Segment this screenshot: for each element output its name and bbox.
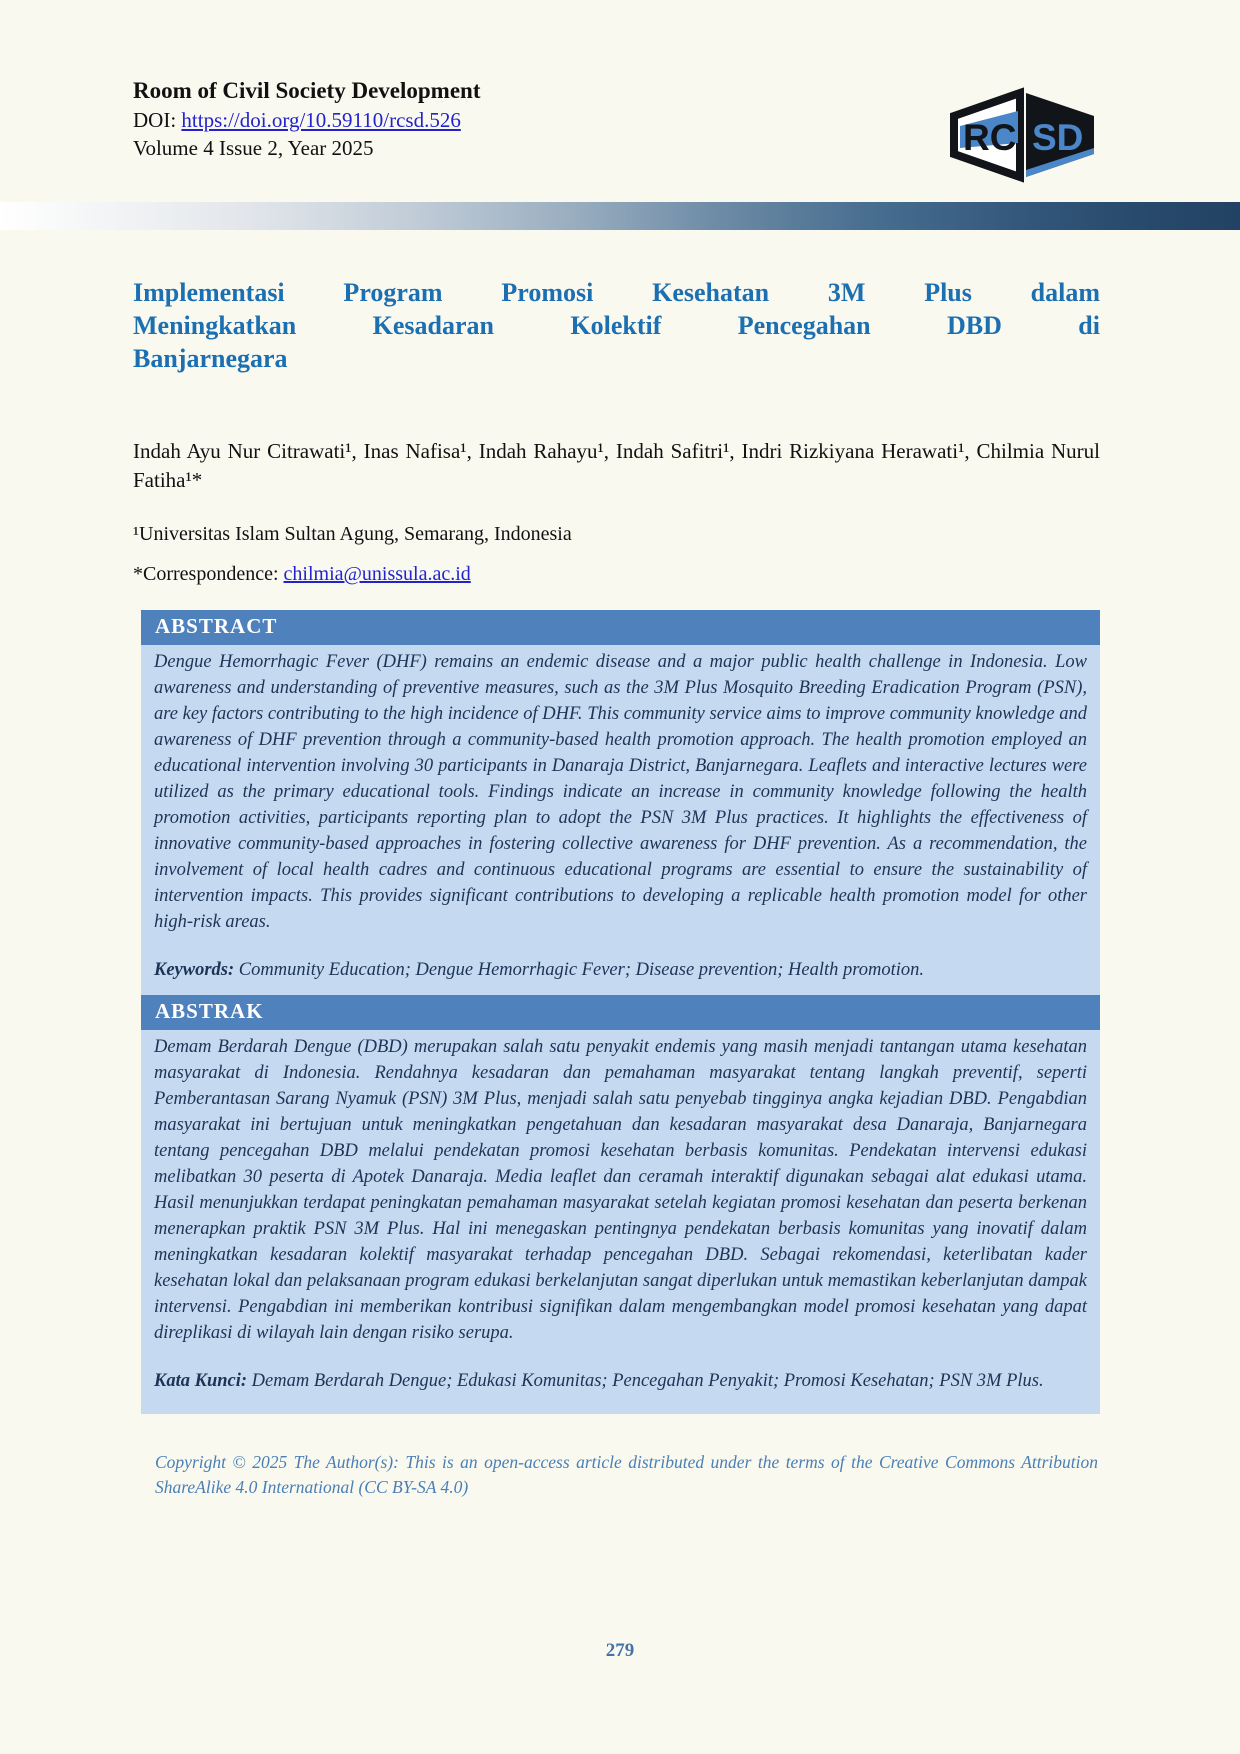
abstract-en-text: Dengue Hemorrhagic Fever (DHF) remains an endemic disease and a major public health challenge in Indonesia. Low awareness and understanding of preventive measures, such as the 3M Plus Mosquito Breeding Eradication Program (PSN), are key factors contributing to the high incidence of DHF. This community service aims to improve community knowledge and awareness of DHF prevention through a community-based health promotion approach. The health promotion employed an educational intervention involving 30 participants in Danaraja District, Banjarnegara. Leaflets and interactive lectures were utilized as the primary educational tools. Findings indicate an increase in community knowledge following the health promotion activities, participants reporting plan to adopt the PSN 3M Plus practices. It highlights the effectiveness of innovative community-based approaches in fostering collective awareness for DHF prevention. As a recommendation, the involvement of local health cadres and continuous educational programs are essential to ensure the sustainability of intervention impacts. This provides significant contributions to developing a replicable health promotion model for other high-risk areas. [154,652,1087,932]
keywords-line [154,957,1087,983]
keywords-text: Community Education; Dengue Hemorrhagic Fever; Disease prevention; Health promotion. [234,960,925,980]
abstract-box [141,610,1100,1414]
affiliation: ¹Universitas Islam Sultan Agung, Semarang, Indonesia [133,523,572,545]
rcsd-logo-icon [948,86,1100,184]
copyright-notice: Copyright © 2025 The Author(s): This is an open-access article distributed under the terms of the Creative Commons Attribution ShareAlike 4.0 International (CC BY-SA 4.0) [155,1452,1098,1497]
doi-line [133,106,481,134]
author-list: Indah Ayu Nur Citrawati¹, Inas Nafisa¹, Indah Rahayu¹, Indah Safitri¹, Indri Rizkiyana Herawati¹, Chilmia Nurul Fatiha¹* [133,439,1100,492]
correspondence-email-link[interactable]: chilmia@unissula.ac.id [283,563,471,585]
keywords-label: Keywords: [154,960,235,980]
header-gradient-bar [0,202,1240,230]
journal-name: Room of Civil Society Development [133,78,481,103]
page-number: 279 [605,1640,635,1661]
volume-issue-line: Volume 4 Issue 2, Year 2025 [133,136,374,160]
page-header [0,0,1240,189]
article-title [133,276,1100,375]
kata-kunci-text: Demam Berdarah Dengue; Edukasi Komunitas; Pencegahan Penyakit; Promosi Kesehatan; PSN 3M Plus. [247,1371,1044,1391]
doi-link[interactable]: https://doi.org/10.59110/rcsd.526 [181,108,461,132]
page-content [0,276,1240,1500]
logo-text-sd: SD [1032,117,1084,158]
article-title-line: Implementasi Program Promosi Kesehatan 3M Plus dalam [133,278,1100,307]
journal-info [133,76,481,162]
kata-kunci-label: Kata Kunci: [154,1371,248,1391]
abstract-id-text: Demam Berdarah Dengue (DBD) merupakan salah satu penyakit endemis yang masih menjadi tantangan utama kesehatan masyarakat di Indonesia. Rendahnya kesadaran dan pemahaman masyarakat tentang langkah preventif, seperti Pemberantasan Sarang Nyamuk (PSN) 3M Plus, menjadi salah satu penyebab tingginya angka kejadian DBD. Pengabdian masyarakat ini bertujuan untuk meningkatkan pengetahuan dan kesadaran masyarakat desa Danaraja, Banjarnegara tentang pencegahan DBD melalui pendekatan promosi kesehatan berbasis komunitas. Pendekatan intervensi edukasi melibatkan 30 peserta di Apotek Danaraja. Media leaflet dan ceramah interaktif digunakan sebagai alat edukasi utama. Hasil menunjukkan terdapat peningkatan pemahaman masyarakat setelah kegiatan promosi kesehatan dan peserta berkenan menerapkan praktik PSN 3M Plus. Hal ini menegaskan pentingnya pendekatan berbasis komunitas yang inovatif dalam meningkatkan kesadaran kolektif masyarakat terhadap pencegahan DBD. Sebagai rekomendasi, keterlibatan kader kesehatan lokal dan pelaksanaan program edukasi berkelanjutan sangat diperlukan untuk memastikan keberlanjutan dampak intervensi. Pengabdian ini memberikan kontribusi signifikan dalam mengembangkan model promosi kesehatan yang dapat direplikasi di wilayah lain dengan risiko serupa. [154,1037,1087,1343]
rcsd-logo [948,86,1100,189]
correspondence-line [133,561,1100,588]
correspondence-label: *Correspondence: [133,563,284,585]
article-title-line: Banjarnegara [133,344,288,373]
abstract-en-section [141,645,1100,995]
kata-kunci-line [154,1368,1087,1394]
abstract-heading: ABSTRACT [141,610,1100,645]
abstrak-heading: ABSTRAK [141,995,1100,1030]
article-title-line: Meningkatkan Kesadaran Kolektif Pencegahan DBD di [133,311,1100,340]
doi-label: DOI: [133,108,182,132]
abstract-id-section [141,1030,1100,1414]
logo-text-rc: RC [963,117,1017,158]
